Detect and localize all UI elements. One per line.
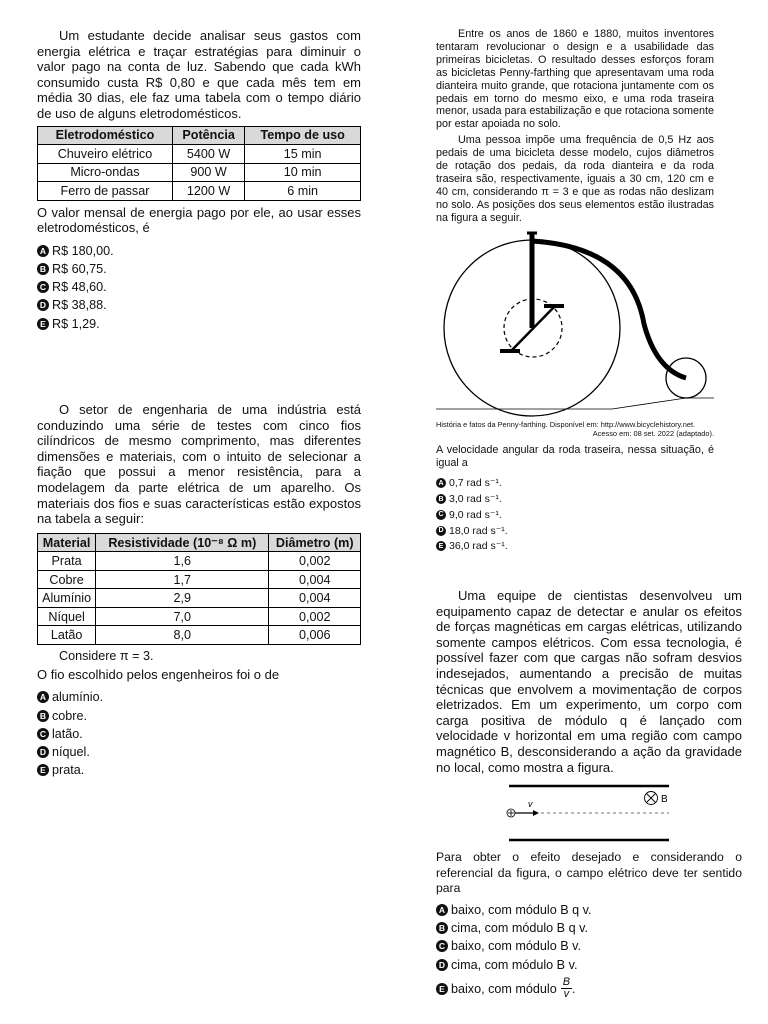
table-cell: 10 min [245,163,361,182]
table-cell: 1,7 [96,570,269,589]
table-header: Material [38,533,96,552]
table-cell: Cobre [38,570,96,589]
question-stem: Uma equipe de cientistas desenvolveu um equipamento capaz de detectar e anular os efeitos de forças magnéticas em cargas elétricas, utilizando somente campos elétricos. Com essa tecnologia, é possível fazer com que cargas não sofram desvios indesejados, aumentando a precisão de muitas técnicas que envolvem a movimentação de corpos eletrizados. Em um experimento, um corpo com carga positiva de módulo q é lançado com velocidade v horizontal em uma região com campo magnético B, desconsiderando a ação da gravidade no local, como mostra a figura. [436,588,742,775]
magnetic-field-figure [436,780,742,844]
table-header: Eletrodoméstico [38,126,173,145]
option-text: 36,0 rad s⁻¹. [449,540,508,553]
table-row [38,570,361,589]
materials-table [37,533,361,645]
option-letter-badge: E [436,983,448,995]
table-cell: Chuveiro elétrico [38,145,173,164]
table-cell: 0,002 [269,607,361,626]
figure-caption-source: História e fatos da Penny-farthing. Disponível em: http://www.bicyclehistory.net. [436,419,696,429]
option-text: 18,0 rad s⁻¹. [449,524,508,537]
option-d[interactable] [37,743,361,761]
table-cell: 0,006 [269,626,361,645]
table-cell: 2,9 [96,589,269,608]
option-text: níquel. [52,745,90,759]
option-a[interactable] [37,242,361,260]
option-text: cima, com módulo B q v. [451,921,588,936]
option-c[interactable] [436,507,714,523]
option-text: R$ 48,60. [52,280,107,295]
question-magnetic [436,588,742,1004]
option-letter-badge: E [37,318,49,330]
table-cell: 0,002 [269,552,361,571]
option-letter-badge: D [436,959,448,971]
option-e[interactable] [436,974,742,1004]
question-stem: Uma pessoa impõe uma frequência de 0,5 Hz aos pedais de uma bicicleta desse modelo, cujos diâmetros de rotação dos pedais, da roda dianteira e da roda traseira são, respectivamente, iguais a 30 cm, 120 cm e 40 cm, considerando π = 3 e que as rodas não deslizam no solo. As posições dos seus elementos estão ilustradas na figura a seguir. [436,134,714,224]
penny-farthing-figure [436,229,714,417]
fraction-denominator: v [563,988,570,1001]
table-row [38,552,361,571]
option-b[interactable] [37,707,361,725]
option-letter-badge: A [436,478,446,488]
fraction-b-over-v [561,977,572,1000]
option-b[interactable] [436,919,742,937]
question-stem: O setor de engenharia de uma indústria está conduzindo uma série de testes com cinco fios cilíndricos de mesmo comprimento, mas diferentes dimensões e materiais, com o intuito de selecionar a fiação que possui a menor resistência, para a modelagem da parte elétrica de um aparelho. Os materiais dos fios e suas características estão expostos na tabela a seguir: [37,402,361,527]
table-row [38,626,361,645]
table-row [38,163,361,182]
option-letter-badge: B [436,494,446,504]
option-text: cobre. [52,708,88,723]
option-text: alumínio. [52,690,104,705]
question-stem: Um estudante decide analisar seus gastos com energia elétrica e traçar estratégias para diminuir o valor pago na conta de luz. Sabendo que cada kWh consumido custa R$ 0,80 e que cada mês tem em média 30 dias, ele faz uma tabela com o tempo diário de uso de alguns eletrodomésticos. [37,28,361,121]
velocity-label: v [528,799,533,810]
question-prompt: A velocidade angular da roda traseira, nessa situação, é igual a [436,443,714,469]
option-e[interactable] [37,761,361,779]
option-letter-badge: E [436,541,446,551]
question-bicycle [436,28,714,554]
option-text: cima, com módulo B v. [451,957,578,972]
question-energy [37,28,361,333]
option-c[interactable] [436,937,742,955]
figure-caption-access: Acesso em: 08 set. 2022 (adaptado). [592,428,714,438]
option-text: 0,7 rad s⁻¹. [449,477,502,490]
field-label: B [661,794,668,806]
answer-options [436,901,742,1004]
table-row [38,182,361,201]
option-letter-badge: E [37,764,49,776]
option-letter-badge: B [37,710,49,722]
option-a[interactable] [37,688,361,706]
option-text: R$ 1,29. [52,316,100,331]
option-e[interactable] [37,315,361,333]
table-cell: 900 W [172,163,244,182]
fraction-tail: . [572,981,576,996]
option-text: R$ 180,00. [52,243,114,258]
question-prompt: O fio escolhido pelos engenheiros foi o de [37,666,280,682]
option-letter-badge: C [436,510,446,520]
option-letter-badge: C [37,728,49,740]
table-header: Diâmetro (m) [269,533,361,552]
table-cell: 8,0 [96,626,269,645]
table-header: Tempo de uso [245,126,361,145]
table-cell: 6 min [245,182,361,201]
option-d[interactable] [436,523,714,539]
table-cell: 5400 W [172,145,244,164]
table-row [38,589,361,608]
answer-options [37,242,361,333]
option-text: R$ 38,88. [52,298,107,313]
table-row [38,145,361,164]
table-cell: 1200 W [172,182,244,201]
table-cell: Micro-ondas [38,163,173,182]
question-wires [37,402,361,779]
question-prompt: O valor mensal de energia pago por ele, ao usar esses eletrodomésticos, é [37,204,361,236]
table-cell: Latão [38,626,96,645]
option-a[interactable] [436,475,714,491]
question-context: Entre os anos de 1860 e 1880, muitos inventores tentaram revolucionar o design e a usabilidade das primeiras bicicletas. O resultado desses esforços foram as bicicletas Penny-farthing que apresentavam uma roda dianteira muito grande, que rotaciona juntamente com os pedais em torno do mesmo eixo, e uma roda traseira menor, usada para estabilização e que rotaciona somente por estar apoiada no solo. [436,28,714,131]
table-cell: 0,004 [269,570,361,589]
table-cell: Prata [38,552,96,571]
table-cell: Alumínio [38,589,96,608]
option-c[interactable] [37,278,361,296]
consider-note: Considere π = 3. [59,648,154,663]
table-row [38,607,361,626]
option-e[interactable] [436,539,714,555]
table-header: Potência [172,126,244,145]
fraction-numerator: B [562,976,571,989]
option-letter-badge: C [37,281,49,293]
option-text: 3,0 rad s⁻¹. [449,493,502,506]
option-d[interactable] [436,955,742,973]
question-prompt: Para obter o efeito desejado e considerando o referencial da figura, o campo elétrico deve ter sentido para [436,850,742,896]
table-cell: Níquel [38,607,96,626]
answer-options [37,688,361,779]
answer-options [436,475,714,554]
option-letter-badge: A [37,245,49,257]
table-header: Resistividade (10⁻⁸ Ω m) [96,533,269,552]
table-cell: 7,0 [96,607,269,626]
appliance-table [37,126,361,201]
table-cell: 0,004 [269,589,361,608]
option-letter-badge: B [37,263,49,275]
table-cell: Ferro de passar [38,182,173,201]
table-cell: 1,6 [96,552,269,571]
option-a[interactable] [436,901,742,919]
option-text: baixo, com módulo B v. [451,939,581,954]
option-b[interactable] [37,260,361,278]
table-cell: 15 min [245,145,361,164]
option-letter-badge: A [436,904,448,916]
option-text: baixo, com módulo B q v. [451,903,592,917]
option-letter-badge: C [436,940,448,952]
option-letter-badge: D [436,526,446,536]
option-b[interactable] [436,491,714,507]
option-text: 9,0 rad s⁻¹. [449,508,502,521]
option-letter-badge: B [436,922,448,934]
option-letter-badge: D [37,299,49,311]
option-text: baixo, com módulo [451,981,557,996]
option-text: R$ 60,75. [52,262,107,277]
option-d[interactable] [37,296,361,314]
option-letter-badge: D [37,746,49,758]
option-text: prata. [52,763,85,778]
option-letter-badge: A [37,691,49,703]
option-c[interactable] [37,725,361,743]
option-text: latão. [52,726,83,741]
